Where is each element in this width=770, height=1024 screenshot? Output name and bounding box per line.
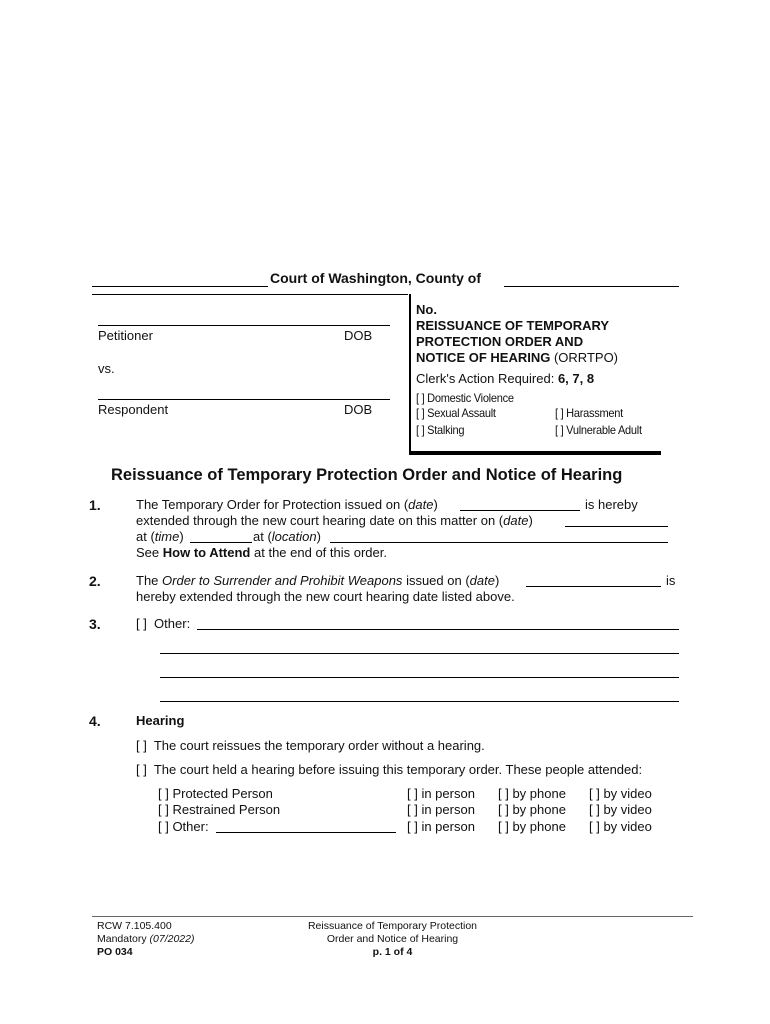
section-1-line-d: See How to Attend at the end of this order. xyxy=(136,545,387,560)
section-2-line-b: hereby extended through the new court hearing date listed above. xyxy=(136,589,515,604)
section-2-date-field[interactable] xyxy=(526,586,661,587)
petitioner-dob-label: DOB xyxy=(344,328,373,343)
footer-page-number: p. 1 of 4 xyxy=(372,946,413,958)
restrained-by-phone[interactable]: [ ] by phone xyxy=(498,802,566,817)
form-title-line3-text: NOTICE OF HEARING xyxy=(416,350,551,365)
form-code: (ORRTPO) xyxy=(553,350,619,365)
section-1-hearing-date-field[interactable] xyxy=(565,526,668,527)
attendee-other-field[interactable] xyxy=(216,832,396,833)
section-2-line-a: The Order to Surrender and Prohibit Weapons issued on (date) xyxy=(136,573,500,588)
section-1-line-a: The Temporary Order for Protection issued on (date) xyxy=(136,497,438,512)
case-type-harassment[interactable]: [ ] Harassment xyxy=(555,406,623,420)
attendee-restrained-person[interactable]: [ ] Restrained Person xyxy=(158,802,281,817)
court-title: Court of Washington, County of xyxy=(270,270,481,286)
page-title: Reissuance of Temporary Protection Order and Notice of Hearing xyxy=(111,466,623,484)
case-number-label: No. xyxy=(416,302,437,317)
attendee-protected-person[interactable]: [ ] Protected Person xyxy=(158,786,273,801)
case-type-vulnerable-adult[interactable]: [ ] Vulnerable Adult xyxy=(555,423,642,437)
other-by-video[interactable]: [ ] by video xyxy=(589,819,652,834)
section-4-option-hearing-held[interactable]: [ ] The court held a hearing before issuing this temporary order. These people attended: xyxy=(136,762,643,777)
caption-divider xyxy=(409,294,411,452)
respondent-name-field[interactable] xyxy=(98,399,390,400)
section-1-number: 1. xyxy=(89,497,101,513)
section-3-other-field-3[interactable] xyxy=(160,677,679,678)
section-4-number: 4. xyxy=(89,713,101,729)
form-title-line1: REISSUANCE OF TEMPORARY xyxy=(416,318,610,333)
form-title-line2: PROTECTION ORDER AND xyxy=(416,334,584,349)
caption-top-rule xyxy=(92,294,408,295)
section-3-other-field-4[interactable] xyxy=(160,701,679,702)
footer-mandatory: Mandatory (07/2022) xyxy=(97,933,195,945)
case-type-stalking[interactable]: [ ] Stalking xyxy=(416,423,465,437)
clerk-action xyxy=(416,371,594,387)
section-3-other-field-2[interactable] xyxy=(160,653,679,654)
protected-by-video[interactable]: [ ] by video xyxy=(589,786,652,801)
clerk-action-label: Clerk's Action Required: xyxy=(416,371,555,386)
section-1-date-field[interactable] xyxy=(460,510,580,511)
other-in-person[interactable]: [ ] in person xyxy=(407,819,475,834)
section-1-is-hereby: is hereby xyxy=(585,497,638,512)
footer-statute: RCW 7.105.400 xyxy=(97,920,172,932)
case-type-domestic-violence[interactable]: [ ] Domestic Violence xyxy=(416,391,514,405)
footer-form-title-2: Order and Notice of Hearing xyxy=(326,933,459,945)
footer-center xyxy=(280,920,505,959)
petitioner-name-field[interactable] xyxy=(98,325,390,326)
county-name-field[interactable] xyxy=(504,286,679,287)
section-1-line-c: at (time) xyxy=(136,529,184,544)
footer-left xyxy=(97,920,194,959)
section-1-location-label: at (location) xyxy=(253,529,321,544)
protected-in-person[interactable]: [ ] in person xyxy=(407,786,475,801)
protected-by-phone[interactable]: [ ] by phone xyxy=(498,786,566,801)
section-1-line-b: extended through the new court hearing date on this matter on (date) xyxy=(136,513,533,528)
section-1-time-field[interactable] xyxy=(190,542,252,543)
section-4-option-no-hearing[interactable]: [ ] The court reissues the temporary order without a hearing. xyxy=(136,738,485,753)
case-type-sexual-assault[interactable]: [ ] Sexual Assault xyxy=(416,406,496,420)
section-3-number: 3. xyxy=(89,616,101,632)
caption-bottom-rule xyxy=(409,451,661,455)
section-3-other-checkbox[interactable]: [ ] Other: xyxy=(136,616,191,631)
restrained-in-person[interactable]: [ ] in person xyxy=(407,802,475,817)
section-2-number: 2. xyxy=(89,573,101,589)
section-2-is: is xyxy=(666,573,676,588)
attendee-other[interactable]: [ ] Other: xyxy=(158,819,209,834)
clerk-action-value: 6, 7, 8 xyxy=(557,371,595,386)
section-1-location-field[interactable] xyxy=(330,542,668,543)
footer-rule xyxy=(92,916,693,917)
footer-form-title-1: Reissuance of Temporary Protection xyxy=(307,920,478,932)
restrained-by-video[interactable]: [ ] by video xyxy=(589,802,652,817)
other-by-phone[interactable]: [ ] by phone xyxy=(498,819,566,834)
footer-form-number: PO 034 xyxy=(97,946,133,958)
respondent-label: Respondent xyxy=(98,402,169,417)
section-4-heading: Hearing xyxy=(136,713,185,728)
respondent-dob-label: DOB xyxy=(344,402,373,417)
section-3-other-field-1[interactable] xyxy=(197,629,679,630)
versus-label: vs. xyxy=(98,361,115,376)
petitioner-label: Petitioner xyxy=(98,328,153,343)
form-title-line3 xyxy=(416,350,618,366)
county-blank-left[interactable] xyxy=(92,286,268,287)
